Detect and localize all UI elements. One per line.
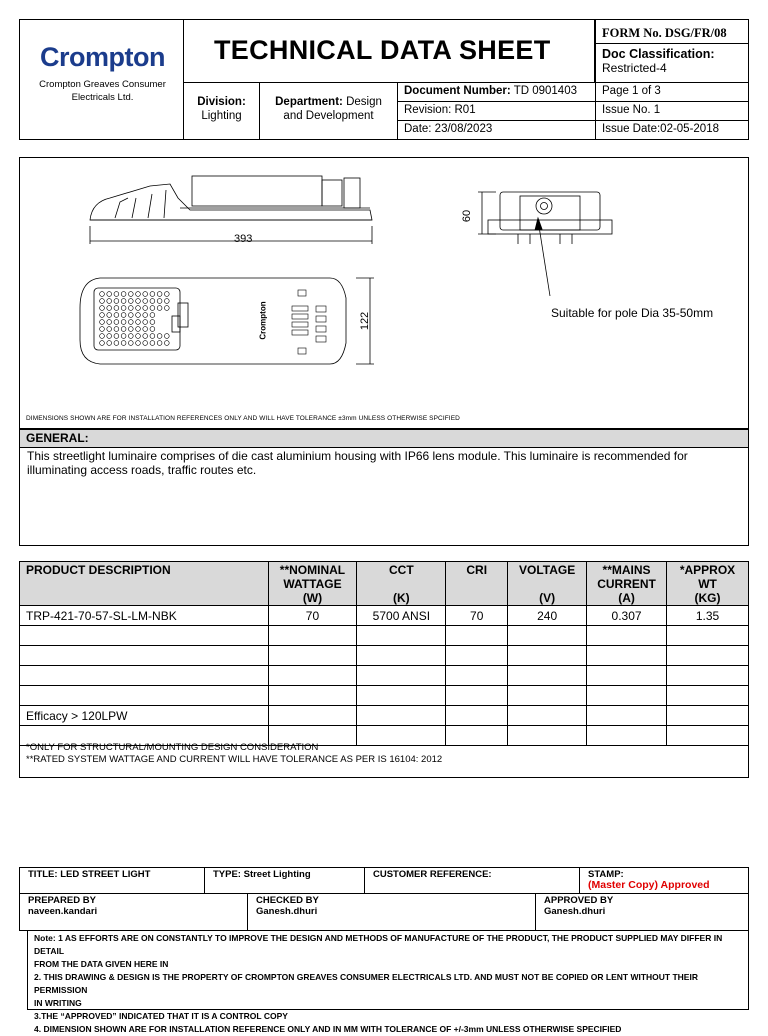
led-dot: [114, 320, 119, 325]
checked-by-value: Ganesh.dhuri: [256, 906, 318, 917]
led-dot: [143, 306, 148, 311]
tolerance-note: DIMENSIONS SHOWN ARE FOR INSTALLATION REFERENCES ONLY AND WILL HAVE TOLERANCE ±3mm UNLESS OTHERWISE SPCIFIED: [26, 415, 460, 422]
table-cell: [268, 626, 357, 646]
table-cell: 70: [268, 606, 357, 626]
logo-cell: [19, 19, 184, 140]
led-dot: [128, 313, 133, 318]
dimension-length: 393: [234, 233, 253, 245]
side-view-drawing: [90, 176, 372, 244]
table-cell: [20, 686, 269, 706]
table-cell: [587, 686, 667, 706]
led-dot: [100, 313, 105, 318]
footer-title: TITLE: LED STREET LIGHT: [19, 867, 205, 894]
doc-number-value: TD 0901403: [513, 85, 577, 97]
led-dot: [136, 334, 141, 339]
title-cell: [183, 19, 595, 83]
footer-notes: [27, 930, 749, 1034]
led-dot: [150, 341, 155, 346]
date-cell: Date: 23/08/2023: [397, 120, 596, 140]
led-dot: [121, 313, 126, 318]
table-cell: [357, 686, 446, 706]
revision-cell: Revision: R01: [397, 101, 596, 121]
led-dot: [143, 320, 148, 325]
table-cell: 70: [446, 606, 508, 626]
doc-classification-cell: [595, 43, 749, 83]
led-dot: [100, 299, 105, 304]
led-dot: [150, 320, 155, 325]
led-dot: [107, 292, 112, 297]
led-dot: [100, 334, 105, 339]
table-row: [20, 646, 749, 666]
table-cell: [508, 646, 587, 666]
doc-class-label: Doc Classification:: [602, 47, 715, 61]
led-dot: [164, 341, 169, 346]
department-label: Department:: [275, 96, 343, 108]
issue-date: Issue Date:02-05-2018: [595, 120, 749, 140]
led-dot: [121, 327, 126, 332]
led-dot: [143, 327, 148, 332]
led-dot: [164, 306, 169, 311]
led-dot: [114, 292, 119, 297]
led-dot: [128, 334, 133, 339]
technical-drawing-panel: [19, 157, 749, 429]
dimension-width: 122: [359, 311, 372, 331]
doc-number-cell: Document Number: TD 0901403: [397, 82, 596, 102]
led-dot: [128, 341, 133, 346]
table-cell: [667, 626, 749, 646]
table-cell: [446, 666, 508, 686]
table-cell: [508, 626, 587, 646]
led-dot: [150, 334, 155, 339]
page-title: TECHNICAL DATA SHEET: [214, 35, 551, 65]
table-cell: [587, 666, 667, 686]
led-dot: [143, 299, 148, 304]
led-dot: [136, 320, 141, 325]
table-header-row: [20, 562, 749, 606]
col-header-cri: CRI: [446, 562, 508, 606]
led-dot: [150, 327, 155, 332]
col-header-weight: *APPROX WT (KG): [667, 562, 749, 606]
led-dot: [128, 327, 133, 332]
led-dot: [107, 341, 112, 346]
footer-note-line: FROM THE DATA GIVEN HERE IN: [34, 959, 169, 969]
table-cell: [508, 706, 587, 726]
col-header-voltage: VOLTAGE (V): [508, 562, 587, 606]
led-dot: [157, 334, 162, 339]
table-cell: [20, 626, 269, 646]
table-cell: 0.307: [587, 606, 667, 626]
led-dot: [128, 306, 133, 311]
department-value-2: and Development: [283, 110, 374, 122]
col-header-current: **MAINS CURRENT (A): [587, 562, 667, 606]
table-row: [20, 706, 749, 726]
table-cell: [446, 686, 508, 706]
department-cell: [259, 82, 398, 140]
table-cell: [446, 646, 508, 666]
led-dot: [157, 306, 162, 311]
table-cell: [357, 666, 446, 686]
led-dot: [107, 299, 112, 304]
led-dot: [164, 299, 169, 304]
department-value-1: Design: [346, 96, 382, 108]
table-cell: [20, 646, 269, 666]
table-cell: [587, 646, 667, 666]
product-table: [19, 561, 749, 746]
footer-type: TYPE: Street Lighting: [204, 867, 365, 894]
table-cell: [667, 646, 749, 666]
doc-class-value: Restricted-4: [602, 61, 667, 75]
led-dot: [164, 292, 169, 297]
led-dot: [143, 292, 148, 297]
division-label: Division:: [197, 96, 246, 108]
table-row: [20, 606, 749, 626]
led-dot: [121, 306, 126, 311]
led-dot: [150, 292, 155, 297]
table-cell: [587, 706, 667, 726]
table-note-1: *ONLY FOR STRUCTURAL/MOUNTING DESIGN CONSIDERATION: [26, 742, 319, 753]
footer-note-line: 3.THE “APPROVED” INDICATED THAT IT IS A CONTROL COPY: [34, 1011, 288, 1021]
table-row: [20, 686, 749, 706]
issue-number: Issue No. 1: [595, 101, 749, 121]
table-cell: 5700 ANSI: [357, 606, 446, 626]
led-dot: [100, 306, 105, 311]
led-dot: [121, 334, 126, 339]
led-dot: [143, 313, 148, 318]
page-number: Page 1 of 3: [595, 82, 749, 102]
table-cell: [357, 646, 446, 666]
led-dot: [114, 306, 119, 311]
footer-note-line: Note: 1 AS EFFORTS ARE ON CONSTANTLY TO IMPROVE THE DESIGN AND METHODS OF MANUFACTURE OF THE PRODUCT, THE PRODUCT SUPPLIED MAY DIFFER IN DETAIL: [34, 933, 723, 956]
led-dot: [121, 341, 126, 346]
led-dot: [157, 292, 162, 297]
footer-note-line: 4. DIMENSION SHOWN ARE FOR INSTALLATION REFERENCE ONLY AND IN MM WITH TOLERANCE OF +/-3mm UNLESS OTHERWISE SPECIFIED: [34, 1024, 622, 1034]
table-cell: [667, 706, 749, 726]
approved-by-cell: APPROVED BY Ganesh.dhuri: [535, 893, 749, 931]
led-dot: [136, 299, 141, 304]
table-cell: [357, 626, 446, 646]
led-dot: [114, 334, 119, 339]
table-cell: [508, 666, 587, 686]
led-dot: [114, 299, 119, 304]
col-header-cct: CCT (K): [357, 562, 446, 606]
table-note-2: **RATED SYSTEM WATTAGE AND CURRENT WILL HAVE TOLERANCE AS PER IS 16104: 2012: [26, 754, 443, 765]
led-dot: [136, 306, 141, 311]
led-dot: [157, 299, 162, 304]
table-cell: [508, 686, 587, 706]
form-number: FORM No. DSG/FR/08: [595, 19, 749, 44]
led-dot: [164, 334, 169, 339]
table-cell: [268, 706, 357, 726]
customer-reference: CUSTOMER REFERENCE:: [364, 867, 580, 894]
brand-mark: Crompton: [258, 301, 268, 340]
led-dot: [157, 341, 162, 346]
prepared-by-value: naveen.kandari: [28, 906, 98, 917]
led-dot: [114, 313, 119, 318]
led-dot: [107, 327, 112, 332]
led-dot: [136, 327, 141, 332]
company-name: Crompton Greaves Consumer Electricals Ltd.: [39, 79, 166, 103]
led-dot: [121, 299, 126, 304]
led-dot: [150, 299, 155, 304]
led-dot: [100, 327, 105, 332]
table-cell: [357, 706, 446, 726]
led-dot: [100, 320, 105, 325]
col-header-product: PRODUCT DESCRIPTION: [20, 562, 269, 606]
led-dot: [107, 313, 112, 318]
table-cell: TRP-421-70-57-SL-LM-NBK: [20, 606, 269, 626]
table-cell: 240: [508, 606, 587, 626]
table-cell: [268, 686, 357, 706]
led-dot: [128, 299, 133, 304]
table-cell: [268, 646, 357, 666]
division-cell: [183, 82, 260, 140]
footer-note-line: IN WRITING: [34, 998, 82, 1008]
crompton-logo: Crompton: [40, 42, 165, 72]
led-dot: [150, 306, 155, 311]
footer-note-line: 2. THIS DRAWING & DESIGN IS THE PROPERTY OF CROMPTON GREAVES CONSUMER ELECTRICALS LTD. AND MUST NOT BE COPIED OR LENT WITHOUT THEIR PERMISSION: [34, 972, 698, 995]
table-cell: [268, 666, 357, 686]
prepared-by-cell: PREPARED BY naveen.kandari: [19, 893, 248, 931]
table-cell: [667, 686, 749, 706]
led-dot: [150, 313, 155, 318]
led-dot: [107, 320, 112, 325]
led-dot: [100, 292, 105, 297]
led-dot: [143, 334, 148, 339]
division-value: Lighting: [201, 110, 242, 122]
led-dot: [136, 313, 141, 318]
led-dot: [107, 334, 112, 339]
table-cell: [446, 626, 508, 646]
general-heading: GENERAL:: [19, 429, 749, 448]
stamp-value: (Master Copy) Approved: [588, 879, 710, 891]
led-dot: [128, 320, 133, 325]
table-cell: Efficacy > 120LPW: [20, 706, 269, 726]
led-dot: [136, 292, 141, 297]
led-dot: [121, 320, 126, 325]
led-dot: [136, 341, 141, 346]
table-cell: [20, 666, 269, 686]
approved-by-value: Ganesh.dhuri: [544, 906, 606, 917]
dimension-height: 60: [461, 209, 474, 223]
stamp-cell: STAMP: (Master Copy) Approved: [579, 867, 749, 894]
checked-by-cell: CHECKED BY Ganesh.dhuri: [247, 893, 536, 931]
led-dot: [128, 292, 133, 297]
table-row: [20, 666, 749, 686]
general-description: This streetlight luminaire comprises of die cast aluminium housing with IP66 lens module. This luminaire is recommended for illuminating access roads, traffic routes etc.: [19, 447, 749, 546]
pole-note: Suitable for pole Dia 35-50mm: [551, 306, 714, 320]
led-grid: [100, 292, 170, 346]
luminaire-drawing: [20, 158, 748, 428]
led-dot: [100, 341, 105, 346]
table-cell: [446, 706, 508, 726]
end-view-drawing: [478, 192, 612, 296]
table-notes: [19, 740, 749, 778]
col-header-wattage: **NOMINAL WATTAGE (W): [268, 562, 357, 606]
table-row: [20, 626, 749, 646]
led-dot: [114, 327, 119, 332]
led-dot: [143, 341, 148, 346]
table-cell: [667, 666, 749, 686]
led-dot: [107, 306, 112, 311]
table-cell: 1.35: [667, 606, 749, 626]
led-dot: [114, 341, 119, 346]
table-cell: [587, 626, 667, 646]
document-header: [19, 19, 749, 140]
led-dot: [121, 292, 126, 297]
